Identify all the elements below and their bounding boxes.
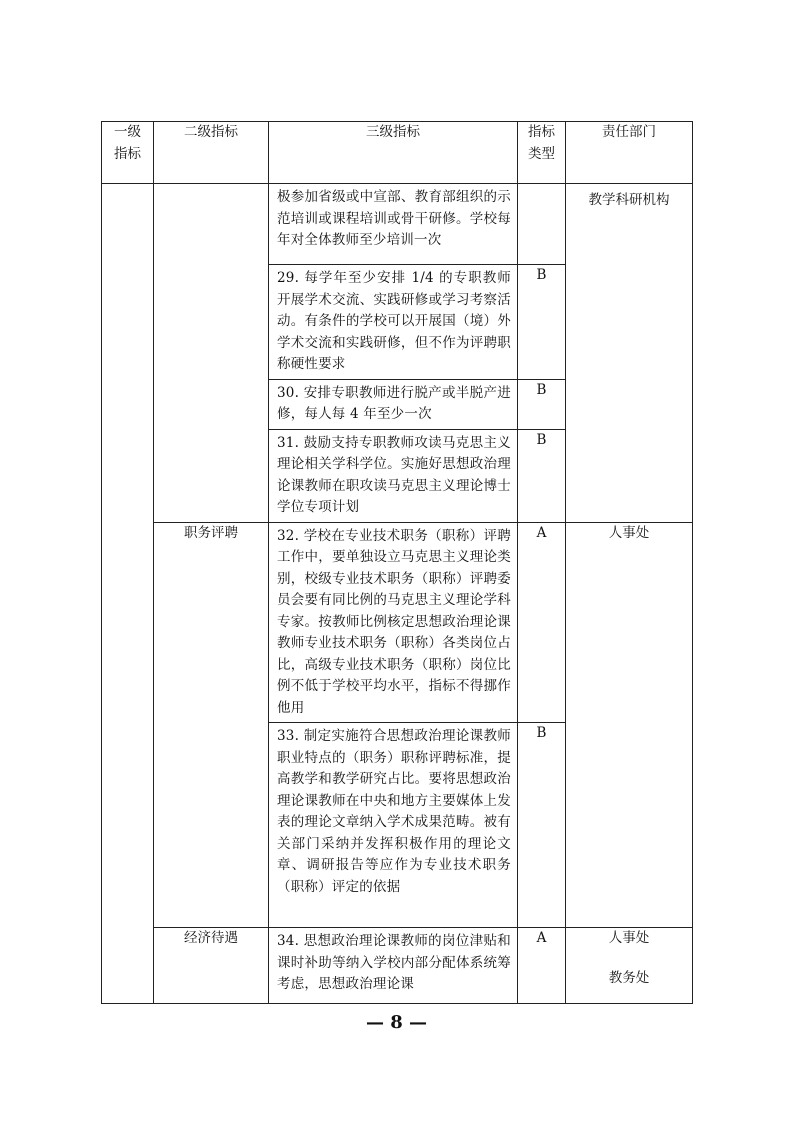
header-type: 指标 类型 [518,122,566,184]
table-row [102,184,693,265]
page-number: — 8 — [365,1012,428,1033]
level2-zhiwu: 职务评聘 [154,522,269,928]
level2-jingji: 经济待遇 [154,928,269,1004]
level2-cell-continued [154,184,269,523]
level3-text: 32. 学校在专业技术职务（职称）评聘工作中，要单独设立马克思主义理论类别，校级专业技术职务（职称）评聘委员会要有同比例的马克思主义理论学科专家。按教师比例核定思想政治理论课教师专业技术职务（职称）各类岗位占比，高级专业技术职务（职称）岗位比例不低于学校平均水平，指标不得挪作他用 [269,522,518,723]
type-cell [518,184,566,265]
header-dept: 责任部门 [566,122,693,184]
dept-cell-multi [566,928,693,1004]
header-level2: 二级指标 [154,122,269,184]
type-cell: B [518,265,566,380]
header-level1: 一级 指标 [102,122,154,184]
type-cell: B [518,723,566,928]
dept-stack [566,928,692,989]
level3-text: 30. 安排专职教师进行脱产或半脱产进修，每人每 4 年至少一次 [269,379,518,429]
level3-text: 33. 制定实施符合思想政治理论课教师职业特点的（职务）职称评聘标准，提高教学和教学研究占比。要将思想政治理论课教师在中央和地方主要媒体上发表的理论文章纳入学术成果范畴。被有关部门采纳并发挥积极作用的理论文章、调研报告等应作为专业技术职务（职称）评定的依据 [269,723,518,928]
level3-text: 极参加省级或中宣部、教育部组织的示范培训或课程培训或骨干研修。学校每年对全体教师至少培训一次 [269,184,518,265]
dept-cell-personnel: 人事处 [566,522,693,928]
type-cell: B [518,429,566,522]
indicator-table [101,121,693,1004]
header-level3: 三级指标 [269,122,518,184]
dept-cell-teaching: 教学科研机构 [566,184,693,523]
type-cell: A [518,522,566,723]
type-cell: B [518,379,566,429]
dept-academic-affairs: 教务处 [608,969,650,986]
level3-text: 34. 思想政治理论课教师的岗位津贴和课时补助等纳入学校内部分配体系统筹考虑，思想政治理论课 [269,928,518,1004]
type-cell: A [518,928,566,1004]
level3-text: 31. 鼓励支持专职教师攻读马克思主义理论相关学科学位。实施好思想政治理论课教师在职攻读马克思主义理论博士学位专项计划 [269,429,518,522]
table-header-row [102,122,693,184]
table-row [102,522,693,723]
level3-text: 29. 每学年至少安排 1/4 的专职教师开展学术交流、实践研修或学习考察活动。有条件的学校可以开展国（境）外学术交流和实践研修，但不作为评聘职称硬性要求 [269,265,518,380]
level1-cell [102,184,154,1004]
dept-personnel-2: 人事处 [608,930,650,946]
table-row [102,928,693,1004]
